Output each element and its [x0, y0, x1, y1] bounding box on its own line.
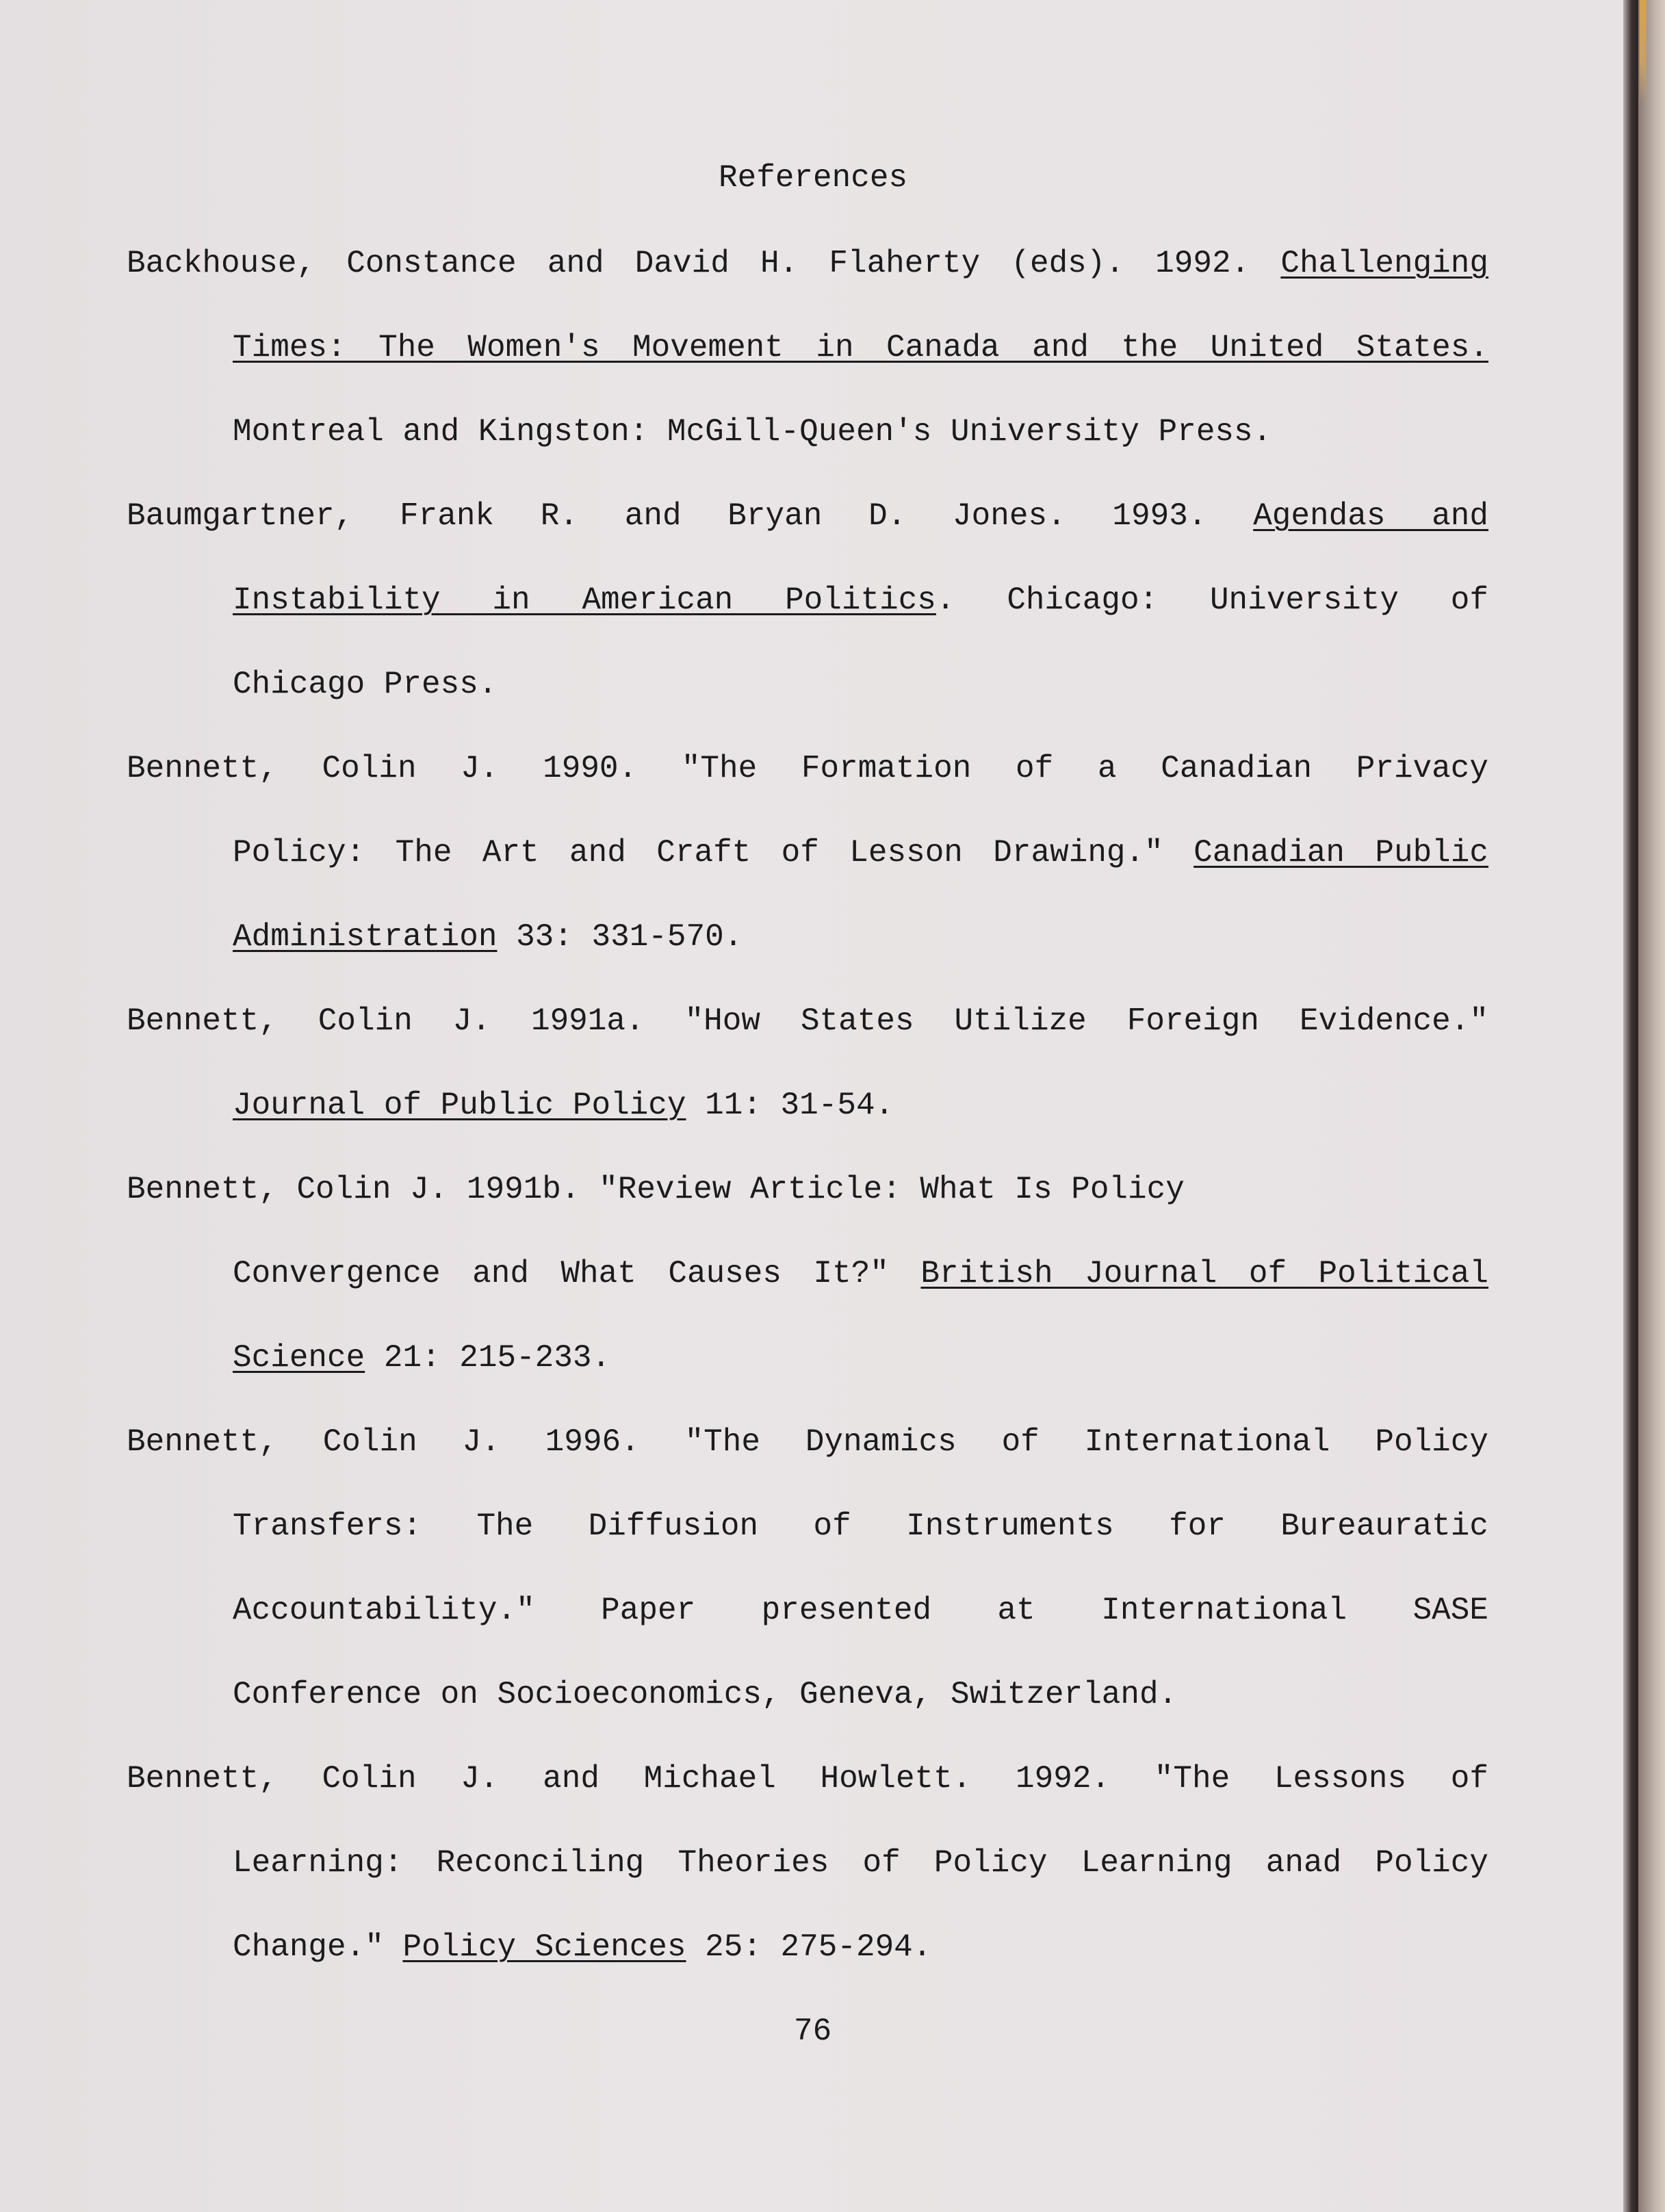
reference-line: Bennett, Colin J. 1991b. "Review Article: What Is Policy	[127, 1172, 1185, 1207]
reference-line: Policy: The Art and Craft of Lesson Drawing." Canadian Public	[233, 835, 1488, 871]
page-edge	[1638, 0, 1665, 2212]
reference-line: Times: The Women's Movement in Canada and the United States.	[233, 330, 1488, 365]
reference-line: Administration 33: 331-570.	[233, 919, 743, 955]
reference-line: Accountability." Paper presented at International SASE	[233, 1593, 1488, 1628]
tab-marker	[1640, 0, 1647, 103]
reference-line: Bennett, Colin J. 1990. "The Formation of a Canadian Privacy	[127, 751, 1488, 786]
reference-line: Baumgartner, Frank R. and Bryan D. Jones. 1993. Agendas and	[127, 498, 1489, 534]
reference-line: Journal of Public Policy 11: 31-54.	[233, 1088, 894, 1123]
reference-line: Chicago Press.	[233, 667, 498, 702]
reference-line: Convergence and What Causes It?" British Journal of Political	[233, 1256, 1488, 1291]
reference-line: Learning: Reconciling Theories of Policy Learning anad Policy	[233, 1845, 1488, 1881]
binding-shadow	[1623, 0, 1638, 2212]
reference-line: Montreal and Kingston: McGill-Queen's University Press.	[233, 414, 1272, 450]
reference-line: Transfers: The Diffusion of Instruments for Bureauratic	[233, 1508, 1488, 1544]
page-heading: References	[719, 160, 908, 196]
reference-line: Conference on Socioeconomics, Geneva, Switzerland.	[233, 1677, 1178, 1712]
reference-line: Bennett, Colin J. 1991a. "How States Utilize Foreign Evidence."	[127, 1003, 1488, 1039]
page-number: 76	[794, 2014, 832, 2049]
reference-line: Change." Policy Sciences 25: 275-294.	[233, 1929, 932, 1965]
reference-line: Instability in American Politics. Chicago: University of	[233, 582, 1488, 618]
reference-line: Bennett, Colin J. 1996. "The Dynamics of International Policy	[127, 1424, 1488, 1460]
reference-line: Backhouse, Constance and David H. Flaherty (eds). 1992. Challenging	[127, 246, 1488, 281]
reference-line: Science 21: 215-233.	[233, 1340, 611, 1376]
reference-line: Bennett, Colin J. and Michael Howlett. 1992. "The Lessons of	[127, 1761, 1488, 1797]
